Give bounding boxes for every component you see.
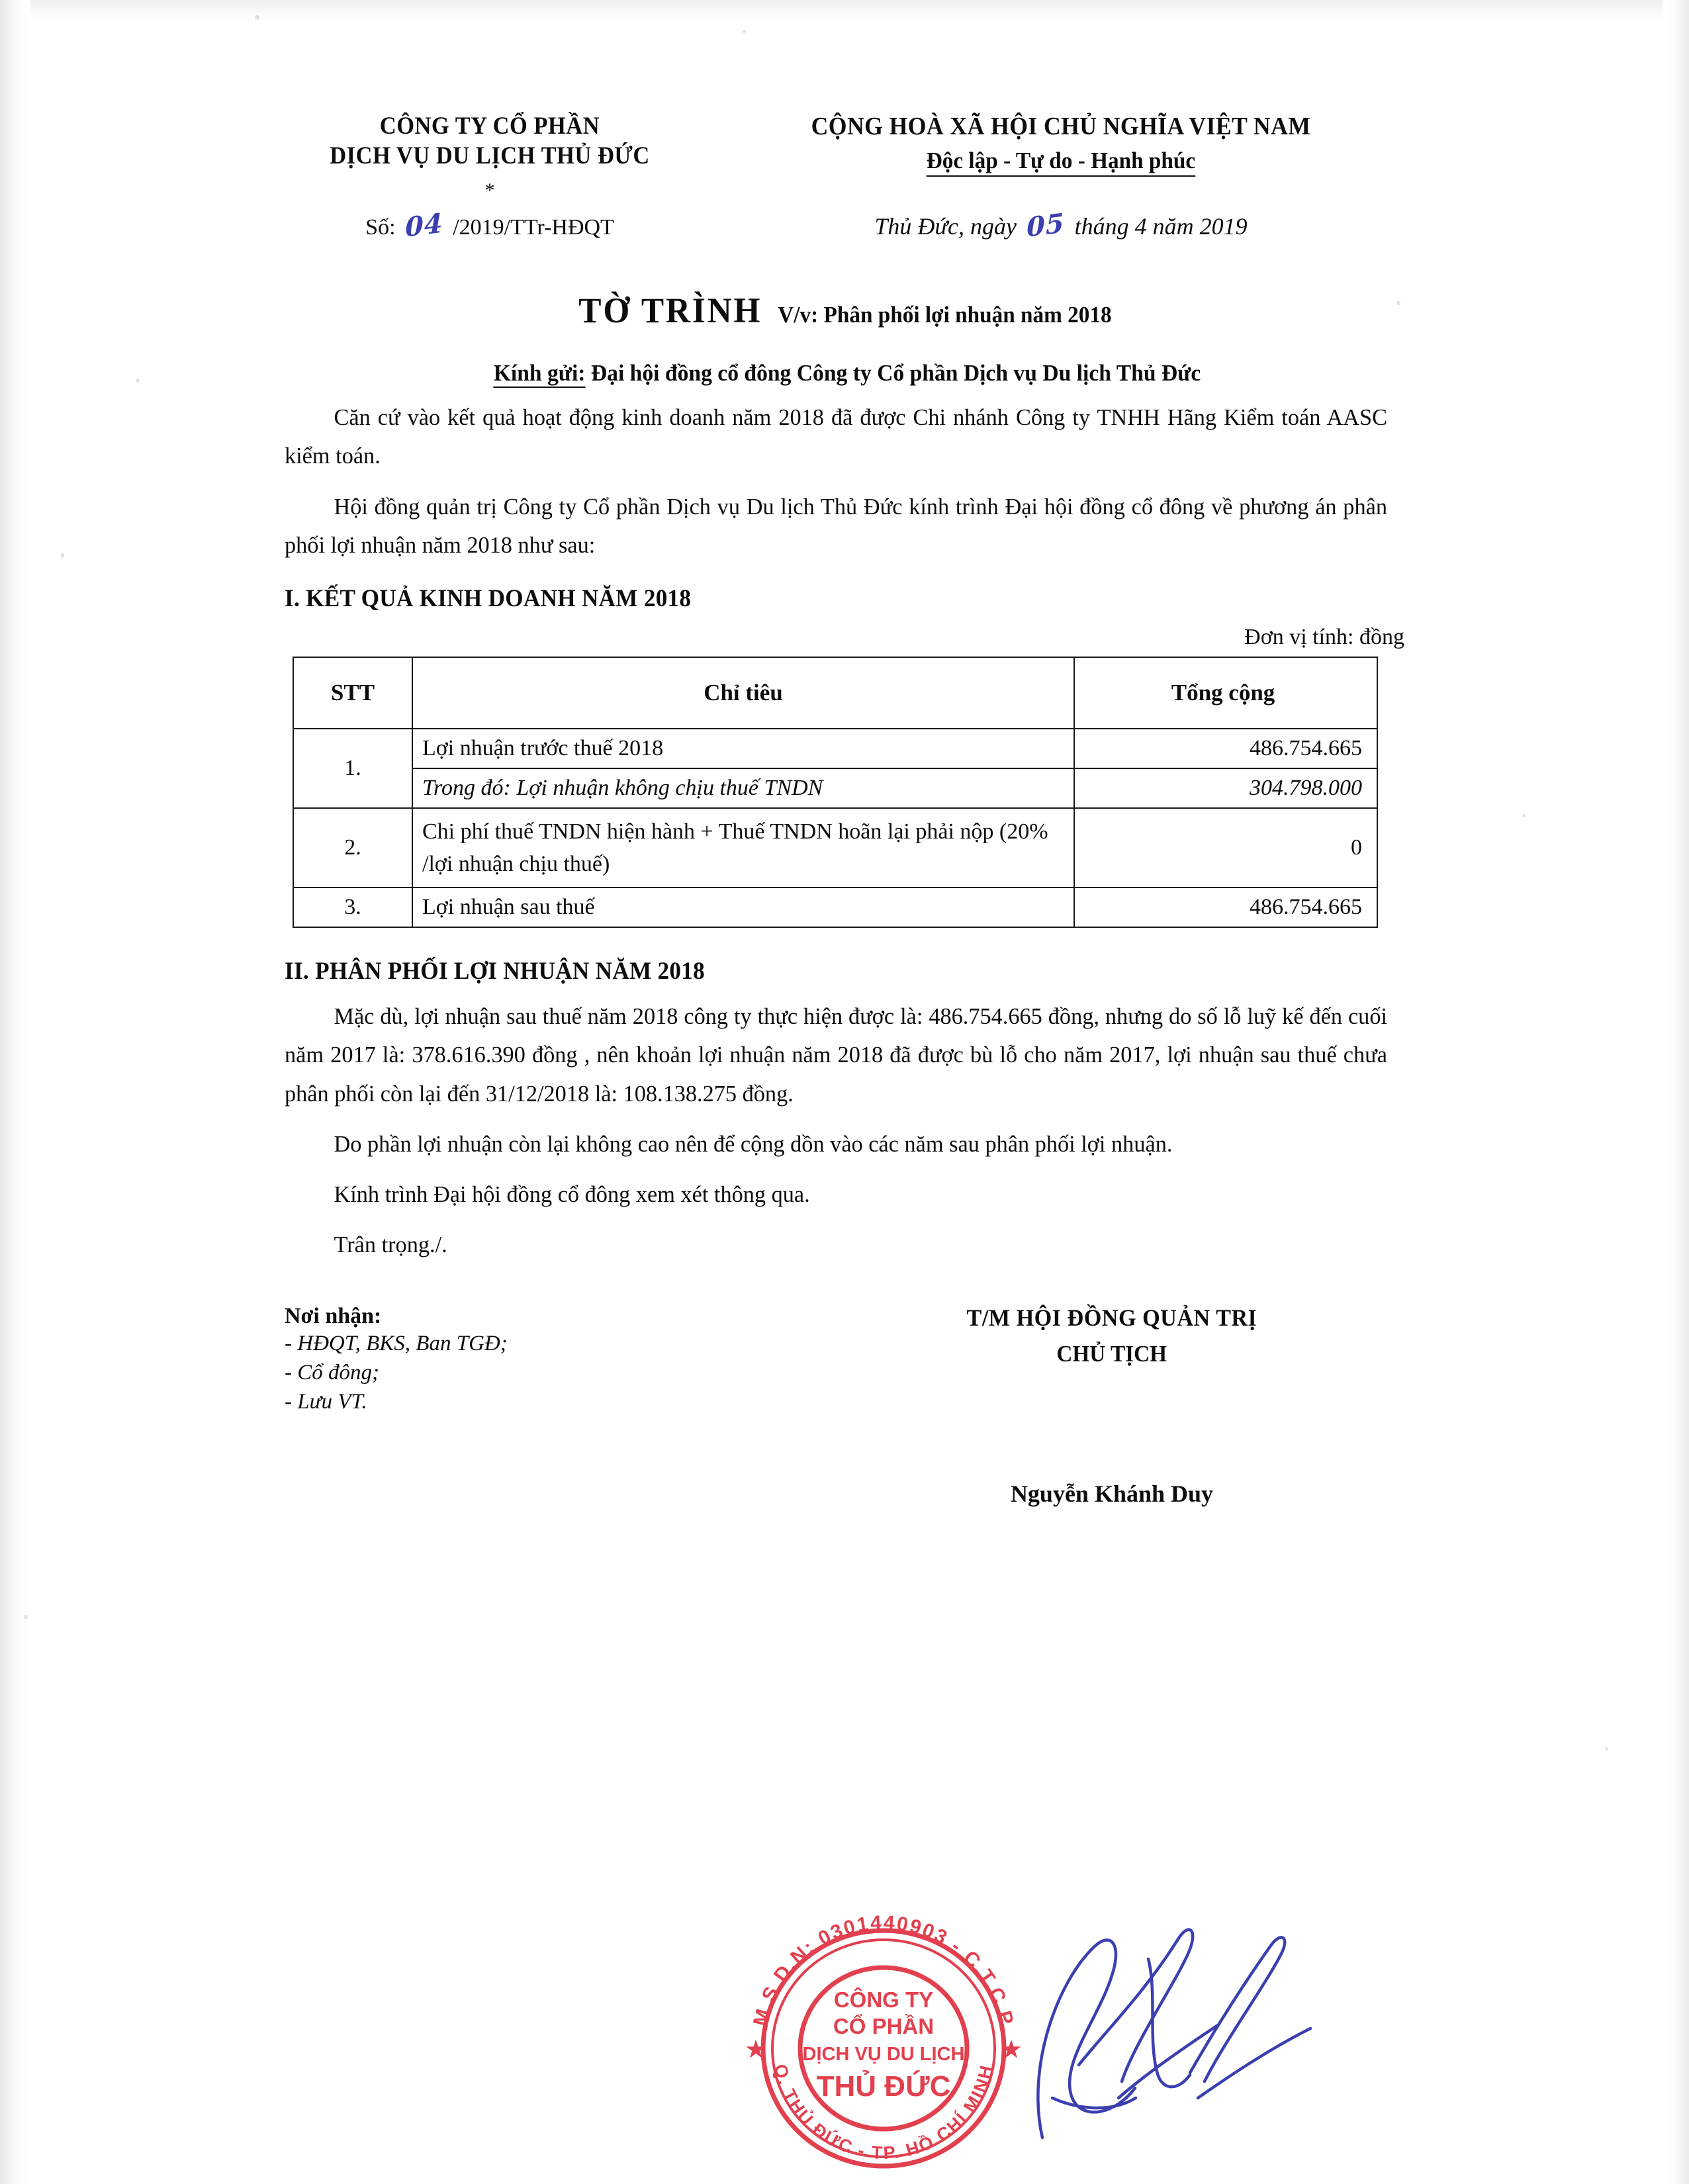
date-day-handwritten: 05 <box>1026 207 1065 244</box>
recipients-block <box>285 1304 788 1508</box>
cell-amount-1b: 304.798.000 <box>1074 768 1377 808</box>
header-star-separator: * <box>484 179 495 202</box>
section-2-paragraph-2: Do phần lợi nhuận còn lại không cao nên để cộng dồn vào các năm sau phân phối lợi nhuận. <box>334 1130 1173 1157</box>
recipient-item: - Cổ đông; <box>285 1361 379 1385</box>
national-motto-line2: Độc lập - Tự do - Hạnh phúc <box>927 148 1195 177</box>
signature-block <box>788 1304 1410 1508</box>
table-row <box>293 887 1377 927</box>
section-2-paragraph-1: Mặc dù, lợi nhuận sau thuế năm 2018 công ty thực hiện được là: 486.754.665 đồng, nhưng do số lỗ luỹ kế đến cuối năm 2017 là: 378.616.390 đồng , nên khoản lợi nhuận năm 2018 đã được bù lỗ cho năm 2017, lợi nhuận sau thuế chưa phân phối còn lại đến 31/12/2018 là: 108.138.275 đồng. <box>285 1003 1388 1107</box>
document-number-suffix: /2019/TTr-HĐQT <box>453 215 614 240</box>
scan-speck <box>61 553 64 558</box>
scan-edge-top <box>0 0 1689 23</box>
date-prefix: Thủ Đức, ngày <box>874 213 1017 240</box>
svg-text:Q. THỦ ĐỨC - TP. HỒ CHÍ MINH <box>770 2062 997 2163</box>
document-number-handwritten: 04 <box>404 207 443 244</box>
recipient-item: - Lưu VT. <box>285 1390 367 1414</box>
scan-speck <box>24 1615 28 1619</box>
cell-label-1b: Trong đó: Lợi nhuận không chịu thuế TNDN <box>412 768 1074 808</box>
stamp-inner-line3: DỊCH VỤ DU LỊCH <box>802 2044 965 2065</box>
section-2-paragraph-3: Kính trình Đại hội đồng cổ đông xem xét thông qua. <box>334 1181 810 1207</box>
table-row <box>293 729 1377 768</box>
recipient-label: Kính gửi: <box>494 360 586 388</box>
table-row <box>293 768 1377 808</box>
scan-speck <box>1605 1747 1608 1751</box>
cell-stt-1: 1. <box>293 729 412 808</box>
recipient-item: - HĐQT, BKS, Ban TGĐ; <box>285 1331 508 1355</box>
column-header-total: Tổng cộng <box>1074 657 1377 729</box>
document-date <box>695 207 1410 244</box>
national-motto-line1: CỘNG HOÀ XÃ HỘI CHỦ NGHĨA VIỆT NAM <box>811 113 1311 140</box>
stamp-outer-bottom-text: Q. THỦ ĐỨC - TP. HỒ CHÍ MINH <box>770 2062 997 2163</box>
stamp-outer-top-text: M.S.D.N: 0301440903 - C.T.C.P <box>749 1911 1018 2028</box>
signature-authority: T/M HỘI ĐỒNG QUẢN TRỊ <box>966 1304 1257 1331</box>
company-name-line2: DỊCH VỤ DU LỊCH THỦ ĐỨC <box>330 142 650 170</box>
scan-speck <box>743 30 746 33</box>
scan-speck <box>1522 814 1526 817</box>
handwritten-signature <box>980 1899 1324 2151</box>
recipient-line <box>307 360 1387 387</box>
column-header-stt: STT <box>293 657 412 729</box>
scan-speck <box>255 15 259 20</box>
stamp-star-icon: ★ <box>745 2037 766 2062</box>
results-table <box>293 657 1378 929</box>
document-number-and-date-row <box>285 207 1410 244</box>
cell-stt-2: 2. <box>293 808 412 888</box>
cell-label-1: Lợi nhuận trước thuế 2018 <box>412 729 1074 768</box>
svg-text:M.S.D.N: 0301440903 - C.T.C.P <box>749 1912 1018 2028</box>
scan-edge-left <box>0 0 30 2184</box>
stamp-inner-line1: CÔNG TY <box>833 1987 934 2012</box>
scan-edge-right <box>1663 0 1689 2184</box>
cell-label-2: Chi phí thuế TNDN hiện hành + Thuế TNDN hoãn lại phải nộp (20% /lợi nhuận chịu thuế) <box>412 808 1074 888</box>
stamp-inner-line2: CỔ PHẦN <box>833 2014 935 2038</box>
section-2-paragraph-4: Trân trọng./. <box>334 1231 447 1257</box>
page-subtitle: V/v: Phân phối lợi nhuận năm 2018 <box>778 302 1112 328</box>
document-content <box>285 99 1410 1508</box>
intro-paragraph-2: Hội đồng quản trị Công ty Cổ phần Dịch vụ Du lịch Thủ Đức kính trình Đại hội đồng cổ đông về phương án phân phối lợi nhuận năm 2018 như sau: <box>285 493 1388 558</box>
cell-amount-3: 486.754.665 <box>1074 887 1377 927</box>
company-name-line1: CÔNG TY CỔ PHẦN <box>379 113 600 140</box>
document-number-prefix: Số: <box>365 215 396 240</box>
table-row <box>293 808 1377 888</box>
national-header-block <box>695 111 1410 177</box>
cell-stt-3: 3. <box>293 887 412 927</box>
document-number <box>285 207 695 244</box>
signature-position: CHỦ TỊCH <box>1056 1340 1167 1367</box>
title-block <box>285 290 1410 331</box>
document-header <box>285 111 1410 177</box>
cell-amount-2: 0 <box>1074 808 1377 888</box>
section-1-heading: I. KẾT QUẢ KINH DOANH NĂM 2018 <box>285 584 692 612</box>
recipients-title: Nơi nhận: <box>285 1303 382 1328</box>
cell-amount-1: 486.754.665 <box>1074 729 1377 768</box>
date-suffix: tháng 4 năm 2019 <box>1074 213 1248 240</box>
signer-name: Nguyễn Khánh Duy <box>1010 1480 1214 1507</box>
document-footer <box>285 1304 1410 1508</box>
section-2-heading: II. PHÂN PHỐI LỢI NHUẬN NĂM 2018 <box>285 958 706 985</box>
stamp-star-icon: ★ <box>1001 2037 1022 2062</box>
table-header-row <box>293 657 1377 729</box>
unit-note: Đơn vị tính: đồng <box>1244 624 1404 649</box>
recipient-value: Đại hội đồng cổ đông Công ty Cổ phần Dịch vụ Du lịch Thủ Đức <box>590 360 1201 387</box>
intro-paragraph-1: Căn cứ vào kết quả hoạt động kinh doanh năm 2018 đã được Chi nhánh Công ty TNHH Hãng Kiểm toán AASC kiểm toán. <box>285 404 1388 469</box>
page-title: TỜ TRÌNH <box>578 291 762 331</box>
company-seal-stamp <box>741 1913 1026 2177</box>
column-header-indicator: Chỉ tiêu <box>412 657 1074 729</box>
stamp-inner-line4: THỦ ĐỨC <box>816 2070 951 2103</box>
cell-label-3: Lợi nhuận sau thuế <box>412 887 1074 927</box>
company-header-block <box>285 111 695 171</box>
scan-speck <box>136 379 140 383</box>
